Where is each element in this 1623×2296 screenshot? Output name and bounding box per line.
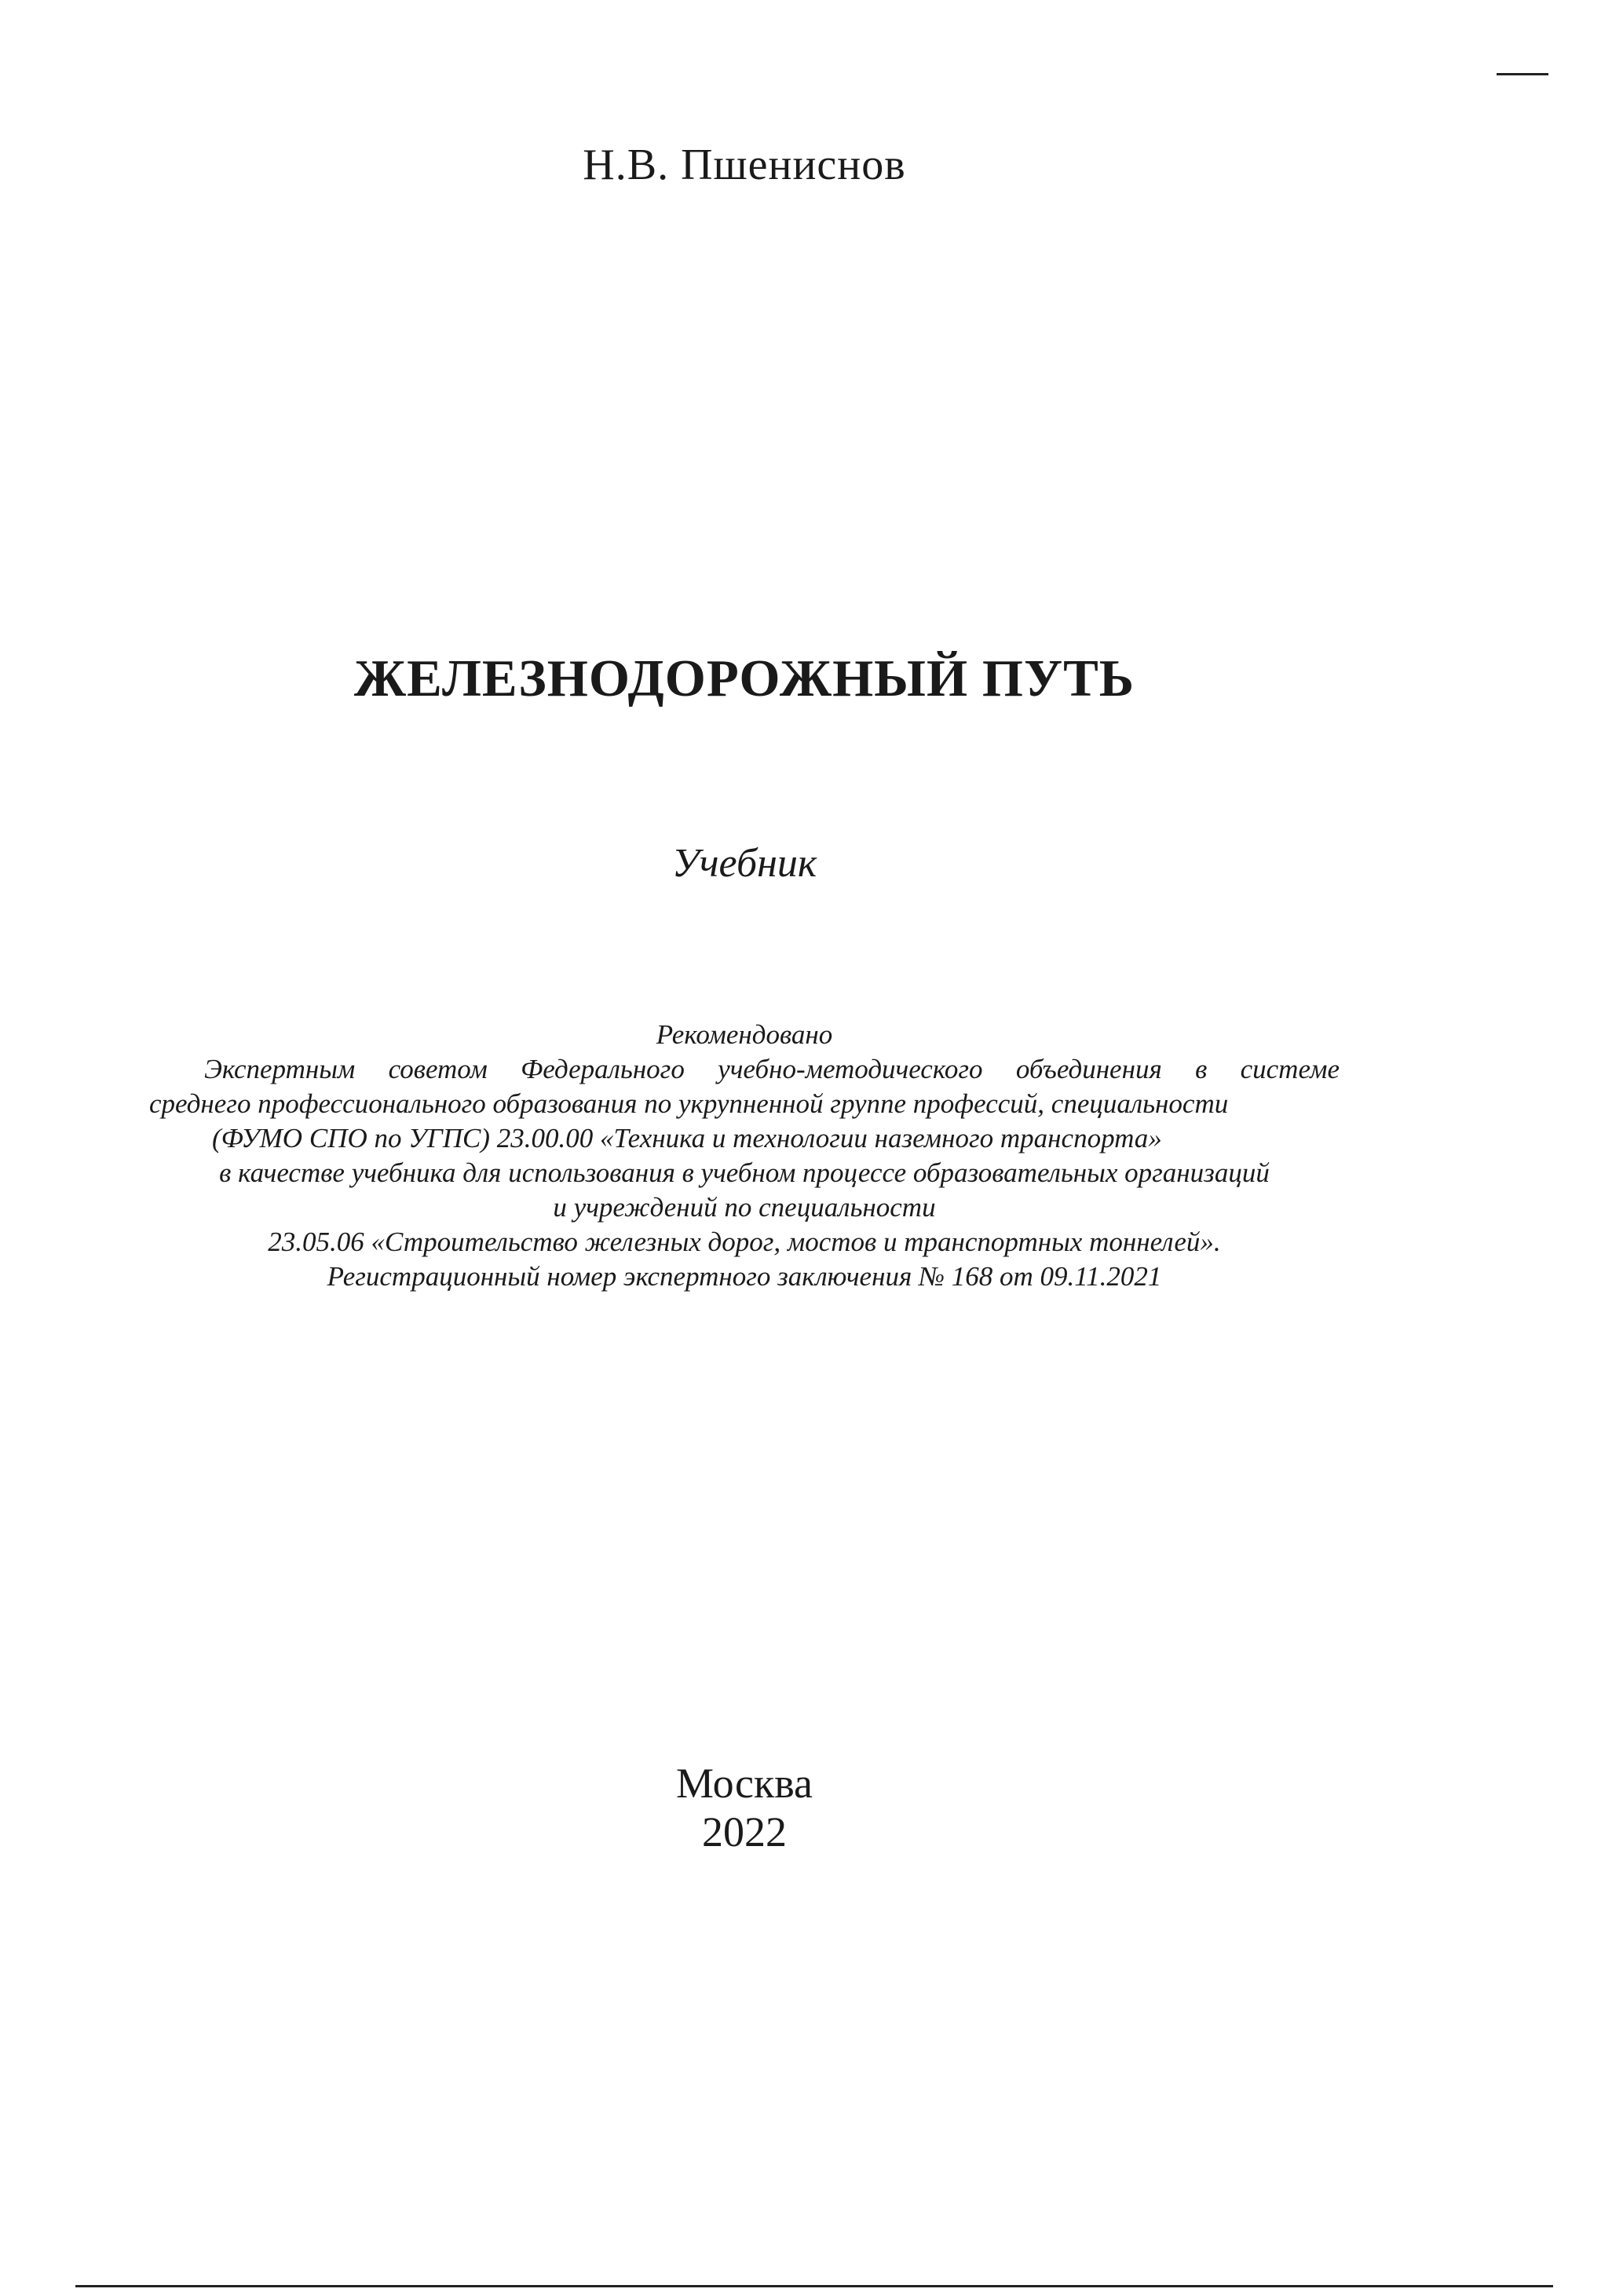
book-title: ЖЕЛЕЗНОДОРОЖНЫЙ ПУТЬ <box>353 649 1135 707</box>
bottom-rule <box>75 2285 1553 2287</box>
recommendation-line: среднего профессионального образования по укрупненной группе профессий, специальности <box>149 1088 1229 1119</box>
book-type: Учебник <box>671 841 817 886</box>
imprint-city: Москва <box>676 1760 813 1807</box>
recommendation-heading: Рекомендовано <box>656 1019 833 1050</box>
recommendation-block <box>149 1018 1340 1294</box>
recommendation-line: Регистрационный номер экспертного заключения № 168 от 09.11.2021 <box>327 1261 1162 1292</box>
recommendation-line: (ФУМО СПО по УГПС) 23.00.00 «Техника и технологии наземного транспорта» <box>212 1123 1162 1153</box>
recommendation-line: в качестве учебника для использования в учебном процессе образовательных организаций <box>219 1157 1270 1188</box>
corner-dash <box>1497 73 1548 75</box>
recommendation-line: и учреждений по специальности <box>553 1192 936 1223</box>
imprint-year: 2022 <box>702 1808 787 1855</box>
recommendation-line: Экспертным советом Федерального учебно-методического объединения в системе <box>204 1054 1340 1084</box>
author-name: Н.В. Пшениснов <box>583 141 906 189</box>
recommendation-line: 23.05.06 «Строительство железных дорог, мостов и транспортных тоннелей». <box>268 1227 1221 1257</box>
